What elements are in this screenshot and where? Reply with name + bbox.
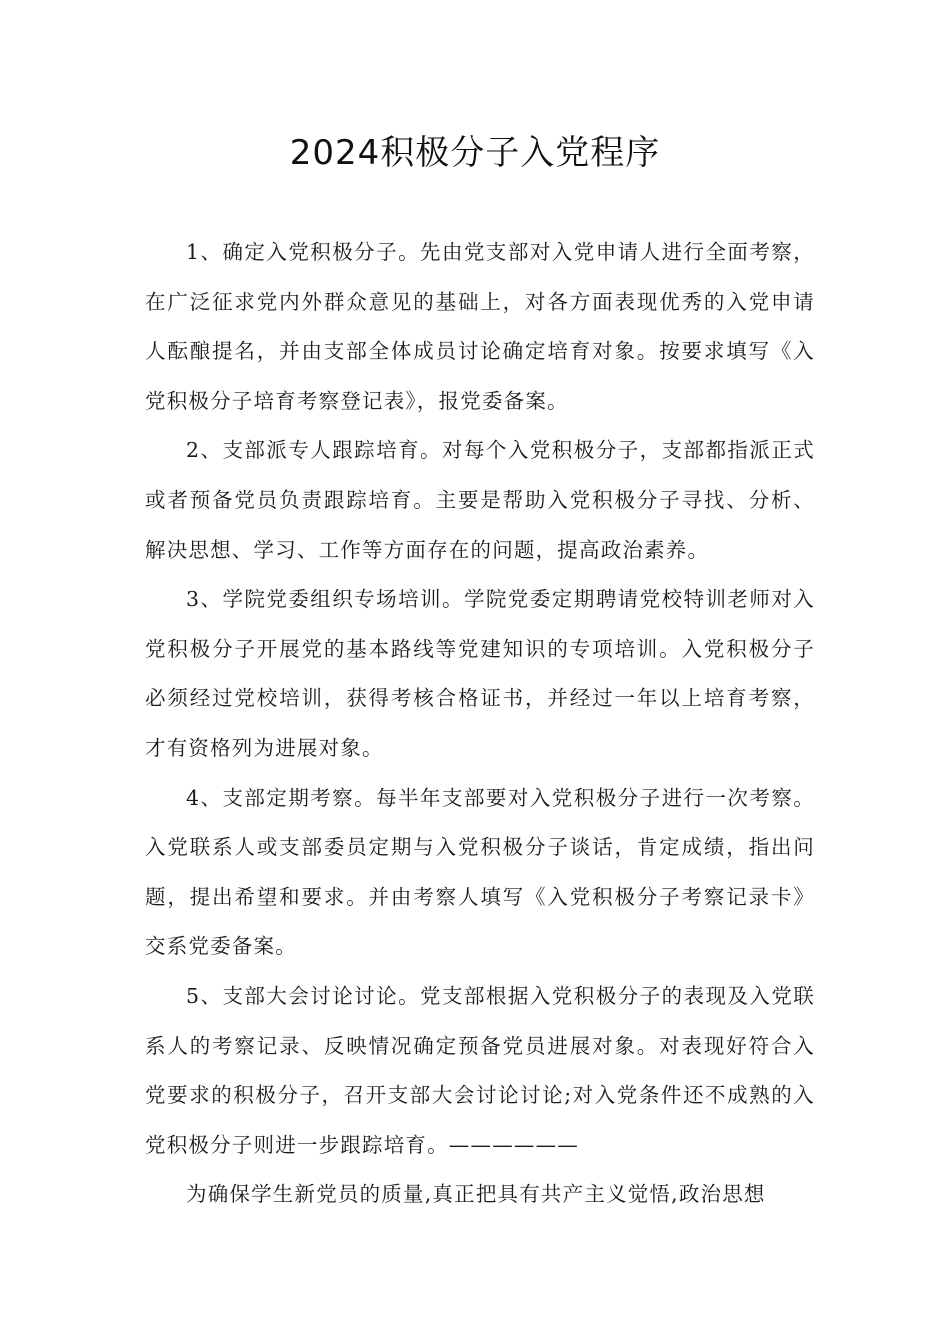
paragraph-3: 3、学院党委组织专场培训。学院党委定期聘请党校特训老师对入党积极分子开展党的基本路线等党建知识的专项培训。入党积极分子必须经过党校培训，获得考核合格证书，并经过一年以上培育考察，才有资格列为进展对象。 <box>145 587 815 760</box>
document-title: 2024积极分子入党程序 <box>289 133 661 173</box>
paragraph-6: 为确保学生新党员的质量,真正把具有共产主义觉悟,政治思想 <box>186 1182 766 1207</box>
paragraph-4: 4、支部定期考察。每半年支部要对入党积极分子进行一次考察。入党联系人或支部委员定期与入党积极分子谈话，肯定成绩，指出问题，提出希望和要求。并由考察人填写《入党积极分子考察记录卡》交系党委备案。 <box>145 785 815 959</box>
paragraph-2: 2、支部派专人跟踪培育。对每个入党积极分子，支部都指派正式或者预备党员负责跟踪培育。主要是帮助入党积极分子寻找、分析、解决思想、学习、工作等方面存在的问题，提高政治素养。 <box>145 438 815 562</box>
document-body <box>145 228 815 1220</box>
paragraph-1: 1、确定入党积极分子。先由党支部对入党申请人进行全面考察，在广泛征求党内外群众意见的基础上，对各方面表现优秀的入党申请人酝酿提名，并由支部全体成员讨论确定培育对象。按要求填写《入党积极分子培育考察登记表》，报党委备案。 <box>145 240 815 413</box>
paragraph-5: 5、支部大会讨论讨论。党支部根据入党积极分子的表现及入党联系人的考察记录、反映情况确定预备党员进展对象。对表现好符合入党要求的积极分子，召开支部大会讨论讨论;对入党条件还不成熟的入党积极分子则进一步跟踪培育。—————— <box>145 983 815 1157</box>
